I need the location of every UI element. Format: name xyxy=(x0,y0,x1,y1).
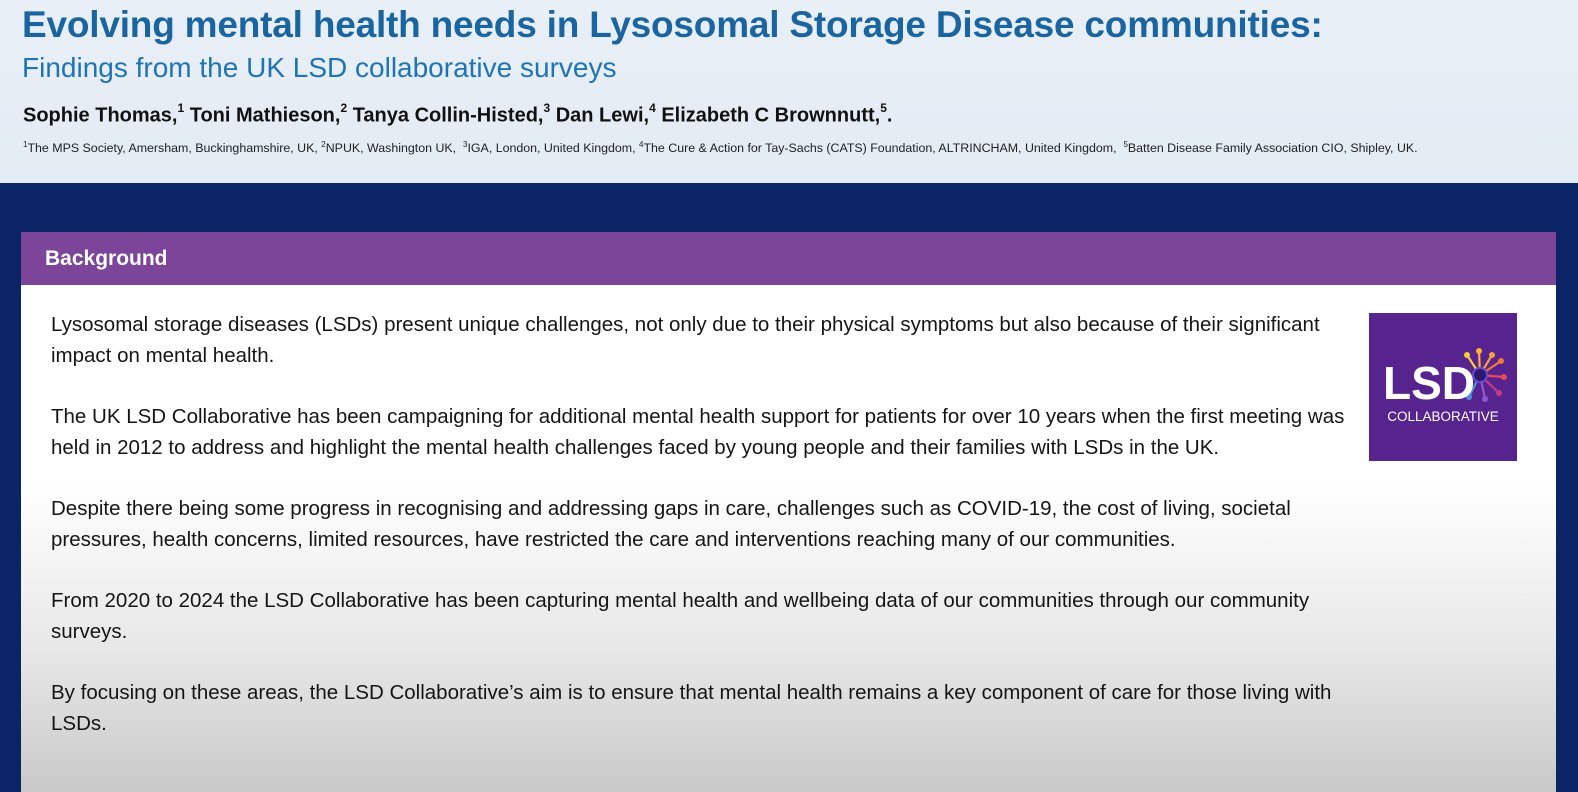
poster-subtitle: Findings from the UK LSD collaborative surveys xyxy=(22,52,617,83)
affiliation-text: IGA, London, United Kingdom, xyxy=(467,141,636,156)
author-name: Elizabeth C Brownnutt, xyxy=(661,104,881,127)
background-paragraph: From 2020 to 2024 the LSD Collaborative has been capturing mental health and wellbeing data of our communities through our community surveys. xyxy=(51,589,1310,643)
affiliation-number: 1 xyxy=(23,140,28,149)
section-header-bar xyxy=(21,232,1556,285)
poster-title: Evolving mental health needs in Lysosomal Storage Disease communities: xyxy=(22,4,1323,45)
background-paragraph: Despite there being some progress in recognising and addressing gaps in care, challenges such as COVID-19, the cost of living, societal pressures, health concerns, limited resources, have restricted the care and interventions reaching many of our communities. xyxy=(51,497,1291,551)
background-body xyxy=(51,309,1351,769)
author-affiliation-number: 5 xyxy=(880,101,887,115)
background-paragraph: By focusing on these areas, the LSD Collaborative’s aim is to ensure that mental health remains a key component of care for those living with LSDs. xyxy=(51,681,1332,735)
section-heading: Background xyxy=(45,246,168,270)
background-paragraph: The UK LSD Collaborative has been campaigning for additional mental health support for patients for over 10 years when the first meeting was held in 2012 to address and highlight the mental health challenges faced by young people and their families with LSDs in the UK. xyxy=(51,405,1345,459)
affiliation-text: The MPS Society, Amersham, Buckinghamshire, UK, xyxy=(27,141,318,156)
poster-header xyxy=(0,0,1578,183)
author-affiliation-number: 3 xyxy=(543,101,551,115)
background-section xyxy=(21,232,1556,792)
affiliation-number: 4 xyxy=(639,140,644,149)
affiliation-list xyxy=(23,140,1418,155)
author-name: Tanya Collin-Histed, xyxy=(352,104,544,127)
affiliation-text: Batten Disease Family Association CIO, Shipley, UK. xyxy=(1127,141,1418,156)
lsd-collaborative-logo xyxy=(1369,313,1517,461)
affiliation-text: The Cure & Action for Tay-Sachs (CATS) Foundation, ALTRINCHAM, United Kingdom, xyxy=(643,141,1117,156)
logo-mark: LSD xyxy=(1383,357,1475,409)
author-affiliation-number: 1 xyxy=(177,101,185,115)
author-name: Toni Mathieson, xyxy=(189,104,341,127)
author-list-end: . xyxy=(886,104,893,127)
author-list xyxy=(23,103,892,128)
logo-graphic xyxy=(1369,313,1517,461)
logo-wordmark: COLLABORATIVE xyxy=(1387,409,1499,424)
affiliation-number: 3 xyxy=(463,140,468,149)
author-name: Sophie Thomas, xyxy=(23,104,178,127)
author-affiliation-number: 2 xyxy=(340,101,348,115)
author-affiliation-number: 4 xyxy=(649,101,656,115)
affiliation-number: 2 xyxy=(321,140,326,149)
author-name: Dan Lewi, xyxy=(555,104,650,127)
affiliation-number: 5 xyxy=(1123,140,1128,149)
background-paragraph: Lysosomal storage diseases (LSDs) present unique challenges, not only due to their physical symptoms but also because of their significant impact on mental health. xyxy=(51,313,1320,367)
affiliation-text: NPUK, Washington UK, xyxy=(325,141,457,156)
